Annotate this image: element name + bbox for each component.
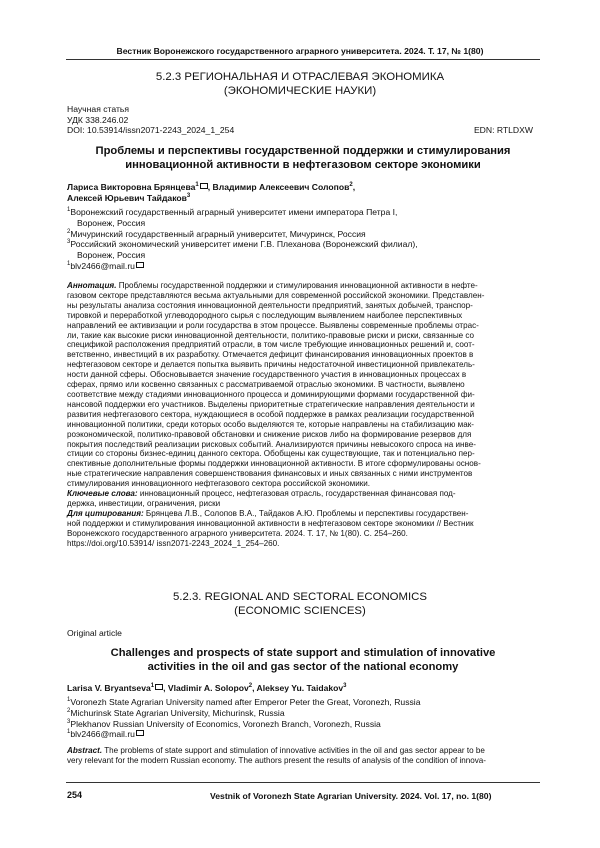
article-type-en: Original article: [67, 628, 122, 638]
abstract-ru-line: нансовой поддержки его участников. Выделены приоритетные стратегические направления деятельности и: [67, 399, 475, 409]
affiliation-1-ru: [67, 207, 537, 218]
affiliation-1-en: [67, 697, 537, 708]
abstract-ru-line: развития нефтегазового сектора, нуждающиеся в особой поддержке в рамках реализации государственной: [67, 409, 475, 419]
edn: EDN: RTLDXW: [473, 125, 533, 135]
section-heading-en-line2: (ECONOMIC SCIENCES): [234, 605, 366, 617]
abstract-ru-line: сферах, прямо или косвенно связанных с рассматриваемой отраслью экономики. В частности, выявлено: [67, 380, 465, 390]
section-heading-ru-line2: (ЭКОНОМИЧЕСКИЕ НАУКИ): [223, 85, 377, 97]
abstract-ru-line: стиции со стороны бизнес-единиц данного сектора. Обобщены как существующие, так и потенциально пер-: [67, 449, 475, 459]
affiliation-number: 3: [67, 718, 71, 725]
abstract-ru-line: ли, такие как высокие риски инновационной деятельности, политико-правовые риски и риски, связанные со: [67, 330, 475, 340]
affiliation-text: Voronezh State Agrarian University named after Emperor Peter the Great, Voronezh, Russia: [70, 697, 421, 707]
abstract-ru: [67, 281, 537, 548]
article-title-en-line2: activities in the oil and gas sector of the national economy: [147, 660, 459, 673]
author-separator: ,: [352, 182, 356, 192]
abstract-ru-line: роэкономической, политико-правовой обстановки и снижение рисков либо на формирование резервов для: [67, 429, 472, 439]
author-1-sup: 1: [150, 683, 155, 690]
abstract-ru-line: Проблемы государственной поддержки и стимулирования инновационной активности в нефте-: [116, 281, 478, 290]
email-ru: [67, 261, 537, 272]
email-icon: [200, 183, 208, 189]
abstract-ru-line: ветственно, инвестиций в их разработку. Отмечается дефицит финансирования инновационных проектов в: [67, 350, 474, 360]
affiliation-number: 1: [67, 207, 71, 214]
udc: УДК 338.246.02: [67, 114, 129, 125]
abstract-ru-line: стимулирования инновационного нефтегазового сектора российской экономики.: [67, 479, 371, 489]
abstract-ru-line: газовом секторе представляются весьма актуальными для современной российской экономики. Представлен-: [67, 290, 485, 300]
email-number: 1: [67, 261, 71, 268]
affiliation-2-ru: [67, 229, 537, 240]
doi[interactable]: DOI: 10.53914/issn2071-2243_2024_1_254: [67, 125, 235, 135]
affiliations-ru: [67, 207, 537, 272]
journal-header: Вестник Воронежского государственного аграрного университета. 2024. Т. 17, № 1(80): [116, 46, 484, 56]
section-heading-en-line1: 5.2.3. REGIONAL AND SECTORAL ECONOMICS: [172, 591, 428, 603]
email-link[interactable]: blv2466@mail.ru: [70, 260, 135, 271]
citation-ru: [67, 509, 537, 519]
author-separator: ,: [207, 182, 213, 192]
abstract-ru-line: ные стратегические направления совершенствования финансовых и иных связанных с ними инструментов: [67, 469, 473, 479]
author-2-sup: 2: [248, 683, 253, 690]
affiliation-number: 3: [67, 239, 71, 246]
abstract-en-line: The problems of state support and stimulation of innovative activities in the oil and gas sector appear to be: [102, 746, 485, 755]
citation-doi-link[interactable]: https://doi.org/10.53914/ issn2071-2243_2024_1_254–260.: [67, 538, 280, 548]
affiliation-1-ru-cont: Воронеж, Россия: [77, 217, 146, 228]
author-2-ru: Владимир Алексеевич Солопов: [212, 182, 350, 192]
author-3-ru: Алексей Юрьевич Тайдаков: [67, 193, 187, 203]
author-2-sup: 2: [349, 182, 353, 189]
abstract-ru-line: тировкой и переработкой углеводородного сырья с последующим выявлением наиболее перспективных: [67, 310, 463, 320]
citation-label-ru: Для цитирования:: [67, 508, 144, 518]
abstract-label-ru: Аннотация.: [67, 281, 117, 290]
abstract-ru-line: спецификой расположения предприятий отрасли, в том числе требующие инновационных решений и, соот-: [67, 340, 475, 350]
affiliation-text: Michurinsk State Agrarian University, Michurinsk, Russia: [70, 707, 285, 718]
citation-text: Воронежского государственного аграрного университета. 2024. Т. 17, № 1(80). С. 254–260.: [67, 528, 408, 538]
affiliation-text: Российский экономический университет имени Г.В. Плеханова (Воронежский филиал),: [70, 239, 418, 250]
authors-en: [67, 683, 537, 694]
email-icon: [136, 730, 144, 736]
article-type-ru: Научная статья: [67, 104, 130, 114]
abstract-en-line: very relevant for the modern Russian economy. The authors present the results of analysis of the condition of innova-: [67, 755, 487, 765]
section-heading-ru: [0, 70, 600, 98]
author-3-sup: 3: [186, 193, 191, 200]
article-title-ru-line1: Проблемы и перспективы государственной поддержки и стимулирования: [95, 145, 511, 157]
email-icon: [136, 262, 144, 268]
affiliation-3-en: [67, 719, 537, 730]
keywords-text: держка, инвестиции, ограничения, риски: [67, 498, 221, 508]
keywords-text: инновационный процесс, нефтегазовая отрасль, государственная финансовая под-: [137, 489, 456, 499]
author-1-en: Larisa V. Bryantseva: [67, 683, 151, 693]
email-link[interactable]: blv2466@mail.ru: [70, 729, 135, 740]
abstract-ru-line: спективные дополнительные формы поддержки инновационной активности. В итоге сформулированы основ-: [67, 459, 481, 469]
citation-text: ной поддержки и стимулирования инновационной активности в нефтегазовом секторе экономики // Вестник: [67, 518, 474, 528]
affiliation-3-ru-cont: Воронеж, Россия: [77, 250, 146, 261]
email-icon: [155, 684, 163, 690]
abstract-en: [67, 746, 537, 766]
article-title-en: [66, 647, 540, 674]
section-heading-en: [0, 590, 600, 618]
affiliation-2-en: [67, 708, 537, 719]
journal-footer: Vestnik of Voronezh State Agrarian University. 2024. Vol. 17, no. 1(80): [210, 791, 492, 801]
affiliation-text: Plekhanov Russian University of Economics, Voronezh Branch, Voronezh, Russia: [70, 718, 381, 729]
affiliation-number: 1: [67, 697, 71, 704]
abstract-label-en: Abstract.: [67, 746, 103, 755]
abstract-ru-line: соответствие между стадиями инновационного процесса и доминирующими формами государственной фи-: [67, 389, 475, 399]
section-heading-ru-line1: 5.2.3 РЕГИОНАЛЬНАЯ И ОТРАСЛЕВАЯ ЭКОНОМИКА: [155, 71, 445, 83]
author-2-en: , Vladimir A. Solopov: [163, 683, 249, 693]
affiliation-number: 2: [67, 707, 71, 714]
affiliation-number: 2: [67, 228, 71, 235]
citation-text: Брянцева Л.В., Солопов В.А., Тайдаков А.Ю. Проблемы и перспективы государствен-: [143, 508, 469, 518]
header-rule: [66, 59, 540, 60]
footer-rule: [66, 782, 540, 783]
author-3-sup: 3: [343, 683, 347, 690]
affiliation-3-ru: [67, 239, 537, 250]
affiliations-en: [67, 697, 537, 740]
abstract-ru-line: покрытия последствий реализации рисковых событий. Анализируются причины невысокого спроса на инве-: [67, 439, 476, 449]
article-title-en-line1: Challenges and prospects of state support and stimulation of innovative: [110, 647, 496, 659]
article-title-ru-line2: инновационной активности в нефтегазовом секторе экономики: [125, 158, 481, 171]
abstract-ru-line: направлений ее активизации и роли государства в этом процессе. Выявлены современные проблемы отрас-: [67, 320, 479, 330]
abstract-ru-line: ности данной сферы. Обосновывается значение государственного участия в инновационных процессах в: [67, 370, 467, 380]
keywords-ru: [67, 489, 537, 499]
affiliation-text: Воронежский государственный аграрный университет имени императора Петра I,: [70, 207, 398, 217]
abstract-ru-line: инновационной политики, среди которых особо выделяются те, которые направлены на стабилизацию мак-: [67, 419, 474, 429]
author-1-sup: 1: [195, 182, 199, 189]
abstract-ru-line: ны результаты анализа состояния инновационной деятельности предприятий, занятых добычей, транспор-: [67, 300, 473, 310]
page-number: 254: [67, 790, 83, 800]
email-number: 1: [67, 729, 71, 736]
article-title-ru: [66, 145, 540, 172]
abstract-ru-line: нефтегазовом секторе и делается попытка выявить причины недостаточной инвестиционной привлекатель-: [67, 360, 475, 370]
keywords-label-ru: Ключевые слова:: [67, 489, 138, 499]
email-en: [67, 729, 537, 740]
affiliation-text: Мичуринский государственный аграрный университет, Мичуринск, Россия: [70, 228, 366, 239]
author-3-en: , Aleksey Yu. Taidakov: [252, 683, 344, 693]
authors-ru: [67, 182, 537, 204]
author-1-ru: Лариса Викторовна Брянцева: [67, 182, 196, 192]
article-meta-ru: [67, 104, 234, 136]
